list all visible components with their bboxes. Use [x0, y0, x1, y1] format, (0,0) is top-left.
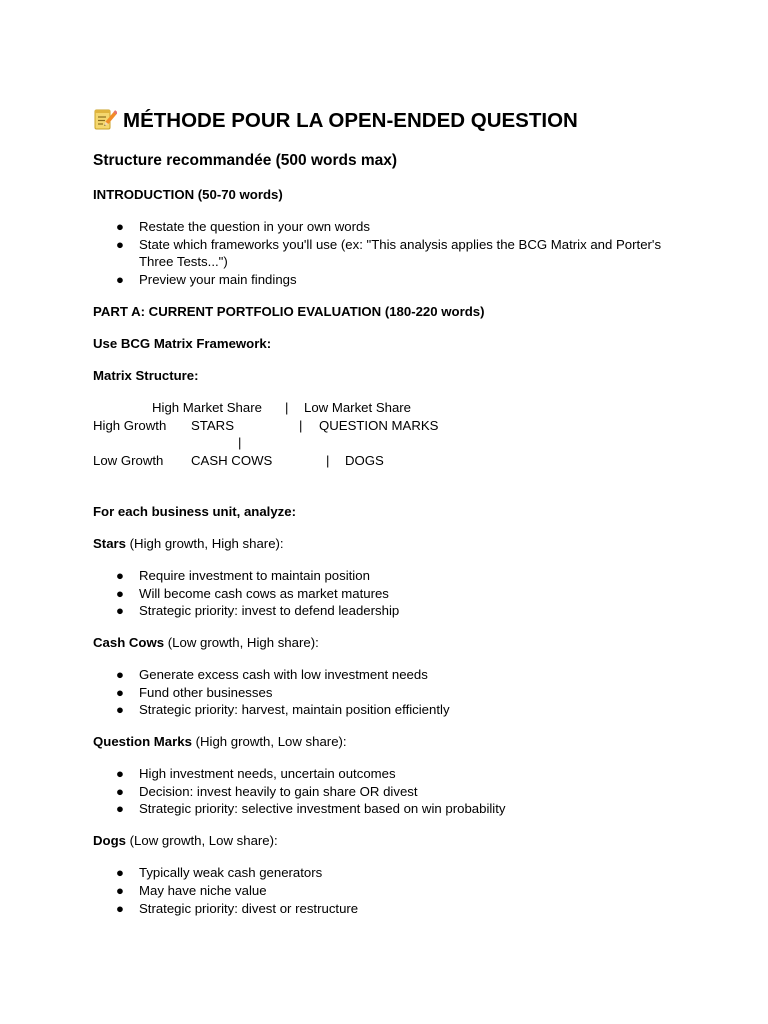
bullet-icon: ● [116, 900, 124, 916]
bullet-icon: ● [116, 801, 124, 817]
bullet-icon: ● [116, 236, 124, 252]
matrix-separator: | [238, 434, 242, 450]
matrix-row-low-growth: Low Growth [93, 452, 164, 468]
bullet-icon: ● [116, 865, 124, 881]
unit-dogs-heading: Dogs (Low growth, Low share): [93, 833, 278, 849]
list-item: ● Preview your main findings [116, 272, 297, 288]
unit-dogs-list [93, 864, 693, 917]
unit-stars-list [93, 567, 693, 620]
introduction-list [93, 218, 693, 289]
list-item: ● Restate the question in your own words [116, 219, 370, 234]
bullet-icon: ● [116, 603, 124, 619]
list-item: ● Strategic priority: invest to defend leadership [116, 603, 400, 619]
part-a-heading: PART A: CURRENT PORTFOLIO EVALUATION (180-220 words) [93, 303, 485, 319]
list-item: ● High investment needs, uncertain outcomes [116, 766, 396, 782]
bullet-icon: ● [116, 585, 124, 601]
list-item: ● Generate excess cash with low investment needs [116, 666, 428, 682]
analyze-heading: For each business unit, analyze: [93, 503, 296, 519]
matrix-col-low-share: Low Market Share [304, 399, 412, 415]
list-item: ● May have niche value [116, 882, 267, 898]
bullet-icon: ● [116, 766, 124, 782]
list-item: ● Typically weak cash generators [116, 865, 323, 881]
list-item: ● State which frameworks you'll use (ex: "This analysis applies the BCG Matrix and Porter's Three Tests...") [116, 236, 662, 270]
list-item: ● Will become cash cows as market matures [116, 585, 389, 601]
bullet-icon: ● [116, 219, 124, 234]
list-item: ● Strategic priority: divest or restructure [116, 900, 359, 916]
section-subtitle: Structure recommandée (500 words max) [93, 152, 398, 169]
document-page [93, 106, 693, 917]
matrix-row-high-growth: High Growth [93, 417, 167, 433]
list-item: ● Decision: invest heavily to gain share OR divest [116, 783, 418, 799]
bullet-icon: ● [116, 882, 124, 898]
unit-cash-cows-list [93, 666, 693, 719]
matrix-separator: | [299, 417, 303, 433]
unit-question-marks-list [93, 765, 693, 818]
bullet-icon: ● [116, 783, 124, 799]
matrix-separator: | [285, 399, 289, 415]
matrix-cell-cash-cows: CASH COWS [191, 452, 273, 468]
bullet-icon: ● [116, 702, 124, 718]
framework-label: Use BCG Matrix Framework: [93, 335, 272, 351]
bullet-icon: ● [116, 684, 124, 700]
bullet-icon: ● [116, 666, 124, 682]
matrix-col-high-share: High Market Share [152, 399, 262, 415]
matrix-cell-dogs: DOGS [345, 452, 384, 468]
bullet-icon: ● [116, 567, 124, 583]
list-item: ● Require investment to maintain position [116, 567, 370, 583]
matrix-cell-stars: STARS [191, 417, 234, 433]
memo-pencil-icon [93, 107, 117, 131]
introduction-heading: INTRODUCTION (50-70 words) [93, 187, 283, 202]
bcg-matrix-text [93, 399, 693, 471]
unit-cash-cows-heading: Cash Cows (Low growth, High share): [93, 634, 319, 650]
unit-question-marks-heading: Question Marks (High growth, Low share): [93, 734, 347, 750]
matrix-separator: | [326, 452, 330, 468]
list-item: ● Strategic priority: selective investment based on win probability [116, 801, 506, 817]
page-title-text: MÉTHODE POUR LA OPEN-ENDED QUESTION [123, 109, 578, 132]
matrix-heading: Matrix Structure: [93, 367, 199, 383]
unit-stars-heading: Stars (High growth, High share): [93, 535, 284, 551]
list-item: ● Strategic priority: harvest, maintain position efficiently [116, 702, 450, 718]
page-title [93, 106, 693, 136]
matrix-cell-question-marks: QUESTION MARKS [319, 417, 439, 433]
bullet-icon: ● [116, 272, 124, 288]
list-item: ● Fund other businesses [116, 684, 273, 700]
